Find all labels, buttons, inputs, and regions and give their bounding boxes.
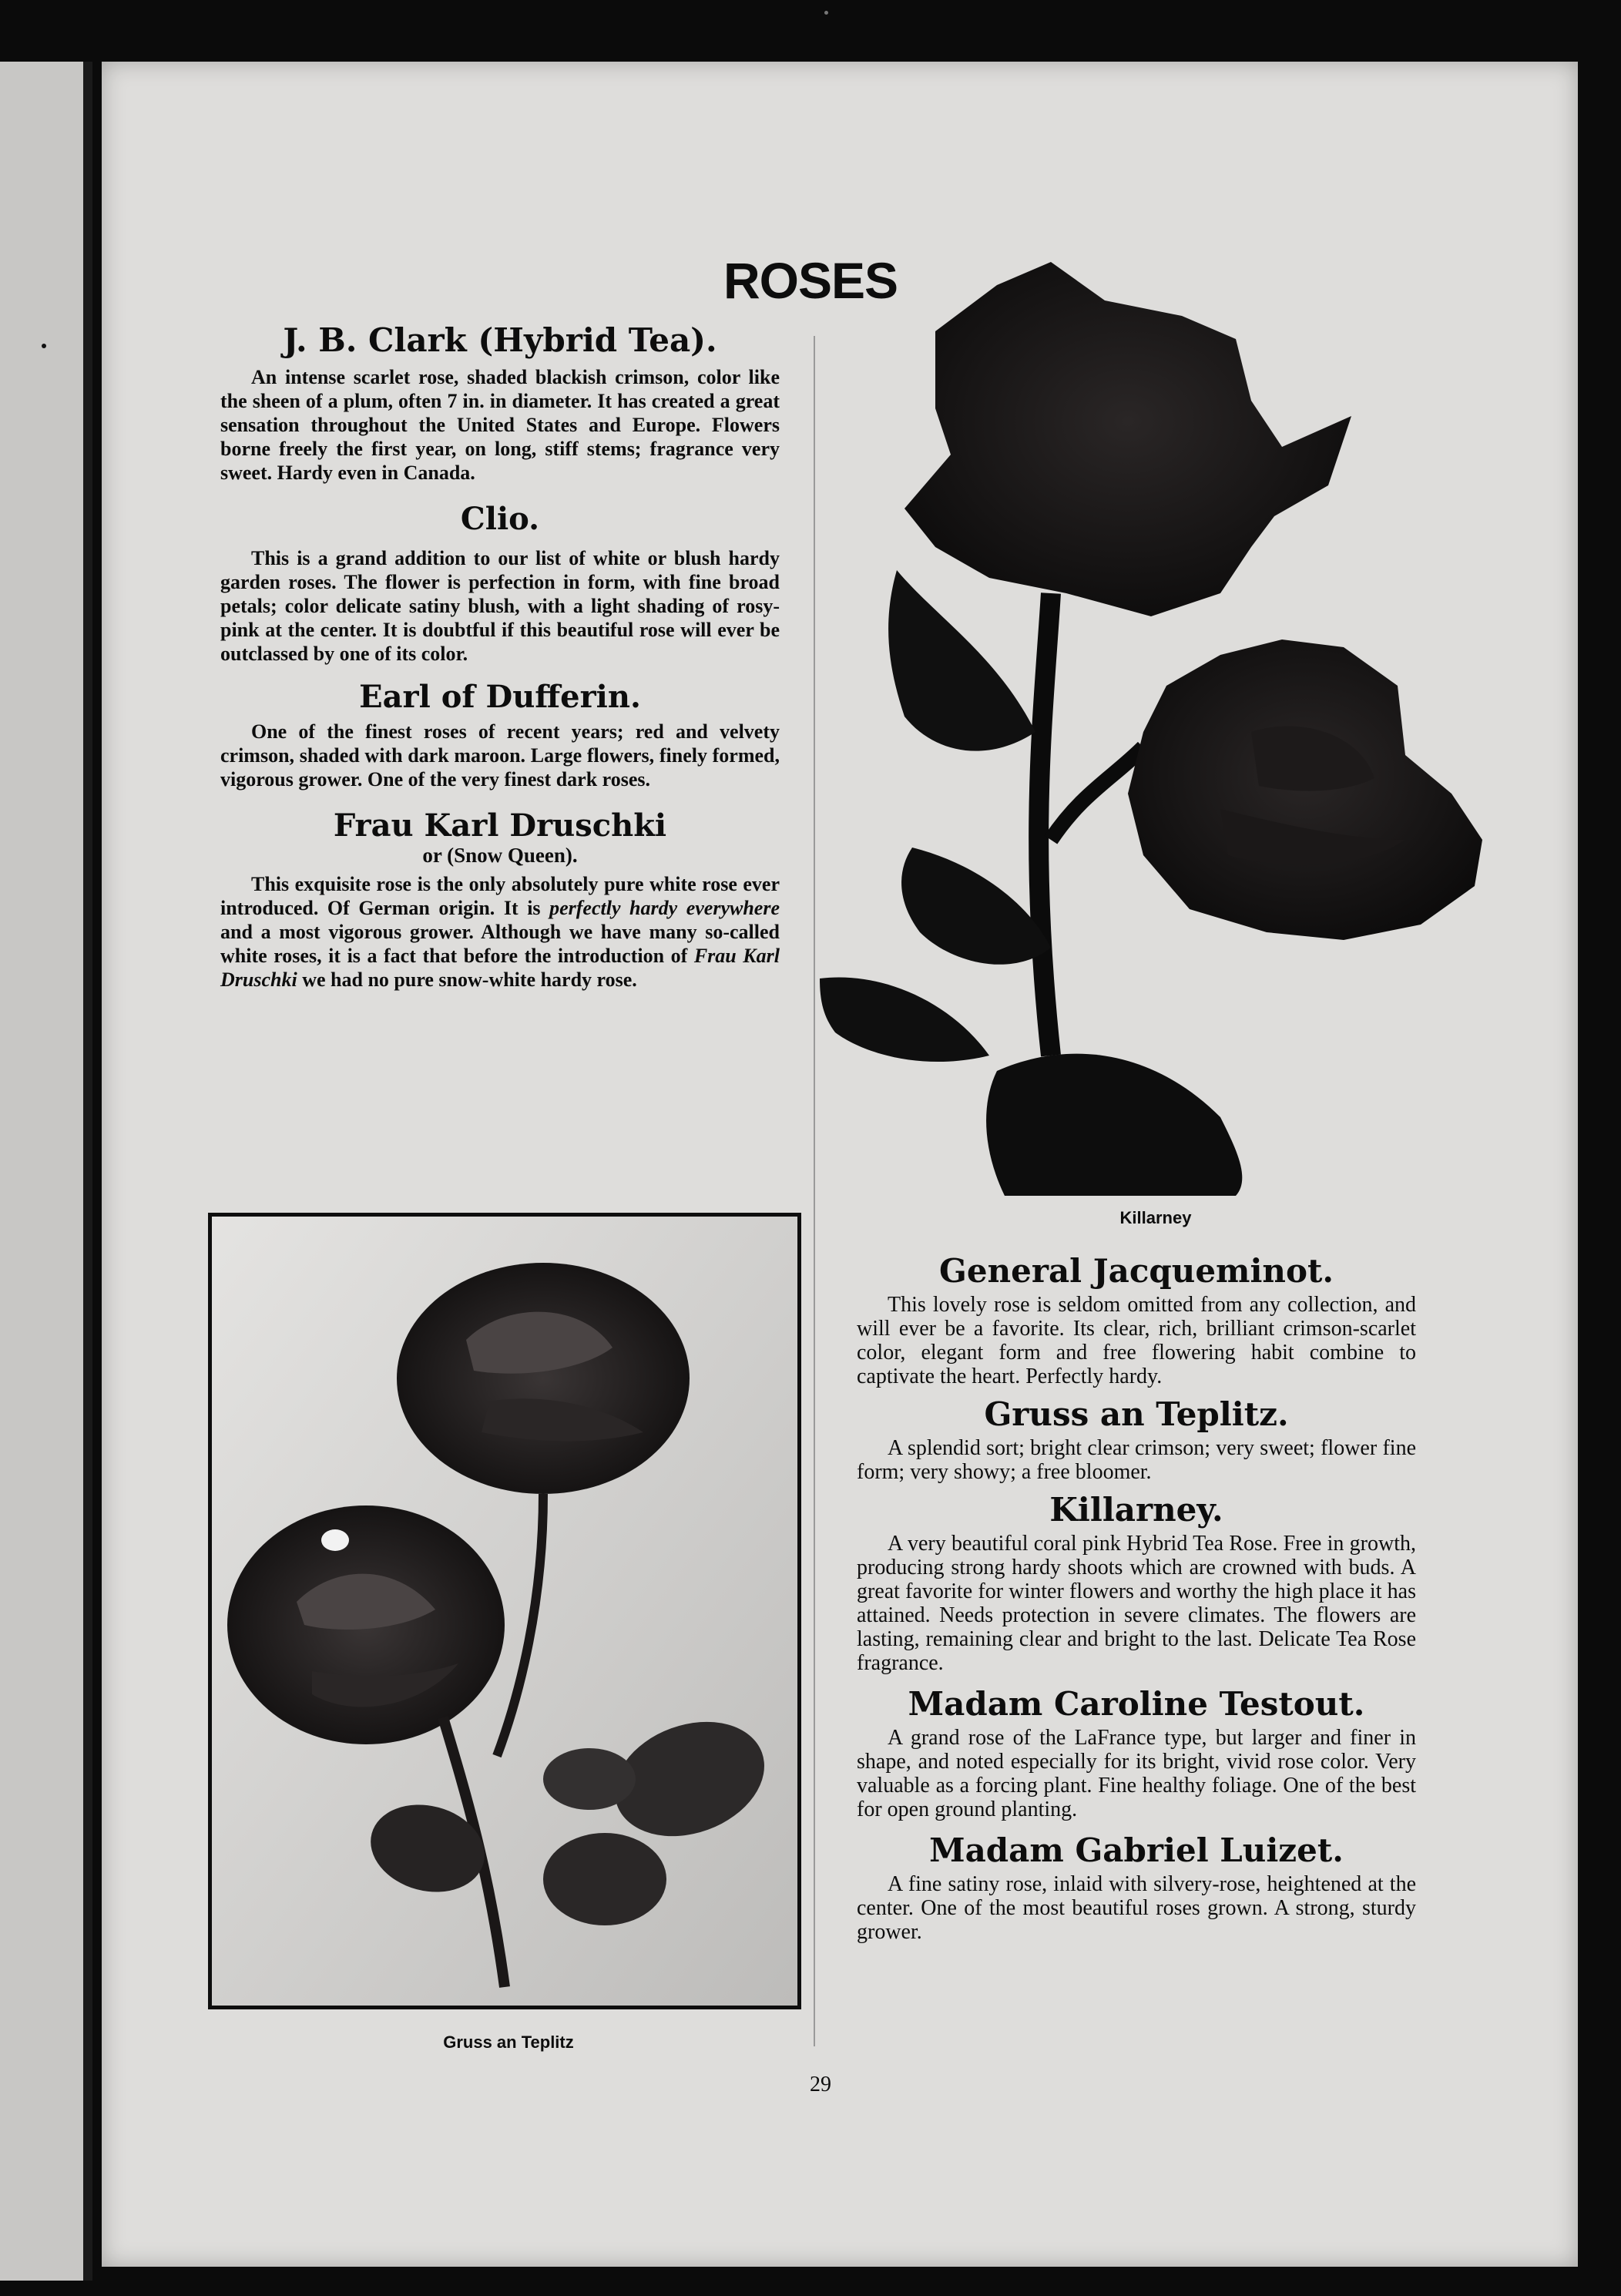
rose-entry-killarney	[857, 1493, 1416, 1675]
rose-name: Madam Gabriel Luizet.	[929, 1831, 1344, 1870]
rose-entry-madam-gabriel-luizet	[857, 1831, 1416, 1945]
rose-entry-general-jacqueminot	[857, 1254, 1416, 1388]
description-part: This exquisite rose is the only absolutely pure white rose ever introduced. Of German origin. It is	[220, 873, 780, 920]
rose-entry-earl-of-dufferin	[220, 681, 780, 791]
rose-description: An intense scarlet rose, shaded blackish crimson, color like the sheen of a plum, often 7 in. in diameter. It has created a great sensation throughout the United States and Europe. Flowers borne freely the first year, on long, stiff stems; fragrance very sweet. Hardy even in Canada.	[220, 366, 780, 485]
rose-description: A grand rose of the LaFrance type, but larger and finer in shape, and noted especially for its bright, vivid rose color. Very valuable as a forcing plant. Fine healthy foliage. One of the best for open ground planting.	[857, 1726, 1416, 1822]
rose-description: This lovely rose is seldom omitted from any collection, and will ever be a favorite. Its clear, rich, brilliant crimson-scarlet color, elegant form and free flowering habit combine to captivate the heart. Perfectly hardy.	[857, 1293, 1416, 1389]
rose-photo-drawing	[212, 1217, 797, 2006]
emphasis-text: perfectly hardy everywhere	[549, 897, 780, 920]
left-column	[220, 321, 780, 992]
rose-name: Gruss an Teplitz.	[984, 1395, 1289, 1434]
gruss-caption: Gruss an Teplitz	[443, 2032, 574, 2052]
page-title: ROSES	[723, 252, 898, 309]
rose-description: A splendid sort; bright clear crimson; very sweet; flower fine form; very showy; a free bloomer.	[857, 1436, 1416, 1485]
rose-entry-jb-clark	[220, 321, 780, 485]
rose-name: Madam Caroline Testout.	[908, 1685, 1365, 1724]
rose-name: Clio.	[460, 501, 540, 538]
gruss-an-teplitz-photo	[208, 1213, 801, 2009]
print-speck	[824, 11, 828, 15]
print-speck	[42, 344, 46, 348]
column-divider	[814, 336, 815, 2046]
killarney-rose-photo	[820, 254, 1488, 1196]
rose-name: Earl of Dufferin.	[359, 679, 641, 716]
previous-page-edge	[0, 62, 92, 2281]
rose-description: This is a grand addition to our list of white or blush hardy garden roses. The flower is perfection in form, with fine broad petals; color delicate satiny blush, with a light shading of rosy-pink at the center. It is doubtful if this beautiful rose will ever be outclassed by one of its color.	[220, 547, 780, 666]
description-part: we had no pure snow-white hardy rose.	[297, 968, 637, 992]
rose-description: A fine satiny rose, inlaid with silvery-rose, heightened at the center. One of the most beautiful roses grown. A strong, sturdy grower.	[857, 1872, 1416, 1945]
rose-entry-gruss-an-teplitz	[857, 1395, 1416, 1485]
rose-alt-name: or (Snow Queen).	[422, 844, 578, 868]
killarney-caption: Killarney	[1119, 1208, 1192, 1227]
page-number: 29	[810, 2073, 831, 2096]
rose-description	[220, 872, 780, 992]
emphasis-text: Frau Karl Druschki	[220, 945, 780, 992]
rose-entry-frau-karl-druschki	[220, 807, 780, 992]
rose-name: J. B. Clark (Hybrid Tea).	[283, 321, 717, 359]
rose-entry-madam-caroline-testout	[857, 1687, 1416, 1821]
rose-name: Killarney.	[1049, 1491, 1223, 1529]
description-part: and a most vigorous grower. Although we have many so-called white roses, it is a fact that before the introduction of	[220, 921, 780, 968]
rose-name: Frau Karl Druschki	[333, 807, 667, 844]
right-column	[857, 1254, 1416, 1944]
rose-name: General Jacqueminot.	[938, 1252, 1334, 1290]
rose-entry-clio	[220, 503, 780, 666]
rose-description: A very beautiful coral pink Hybrid Tea Rose. Free in growth, producing strong hardy shoots which are crowned with buds. A great favorite for winter flowers and worthy the high place it has attained. Needs protection in severe climates. The flowers are lasting, remaining clear and bright to the last. Delicate Tea Rose fragrance.	[857, 1532, 1416, 1676]
rose-description: One of the finest roses of recent years; red and velvety crimson, shaded with dark maroon. Large flowers, finely formed, vigorous grower. One of the very finest dark roses.	[220, 720, 780, 791]
